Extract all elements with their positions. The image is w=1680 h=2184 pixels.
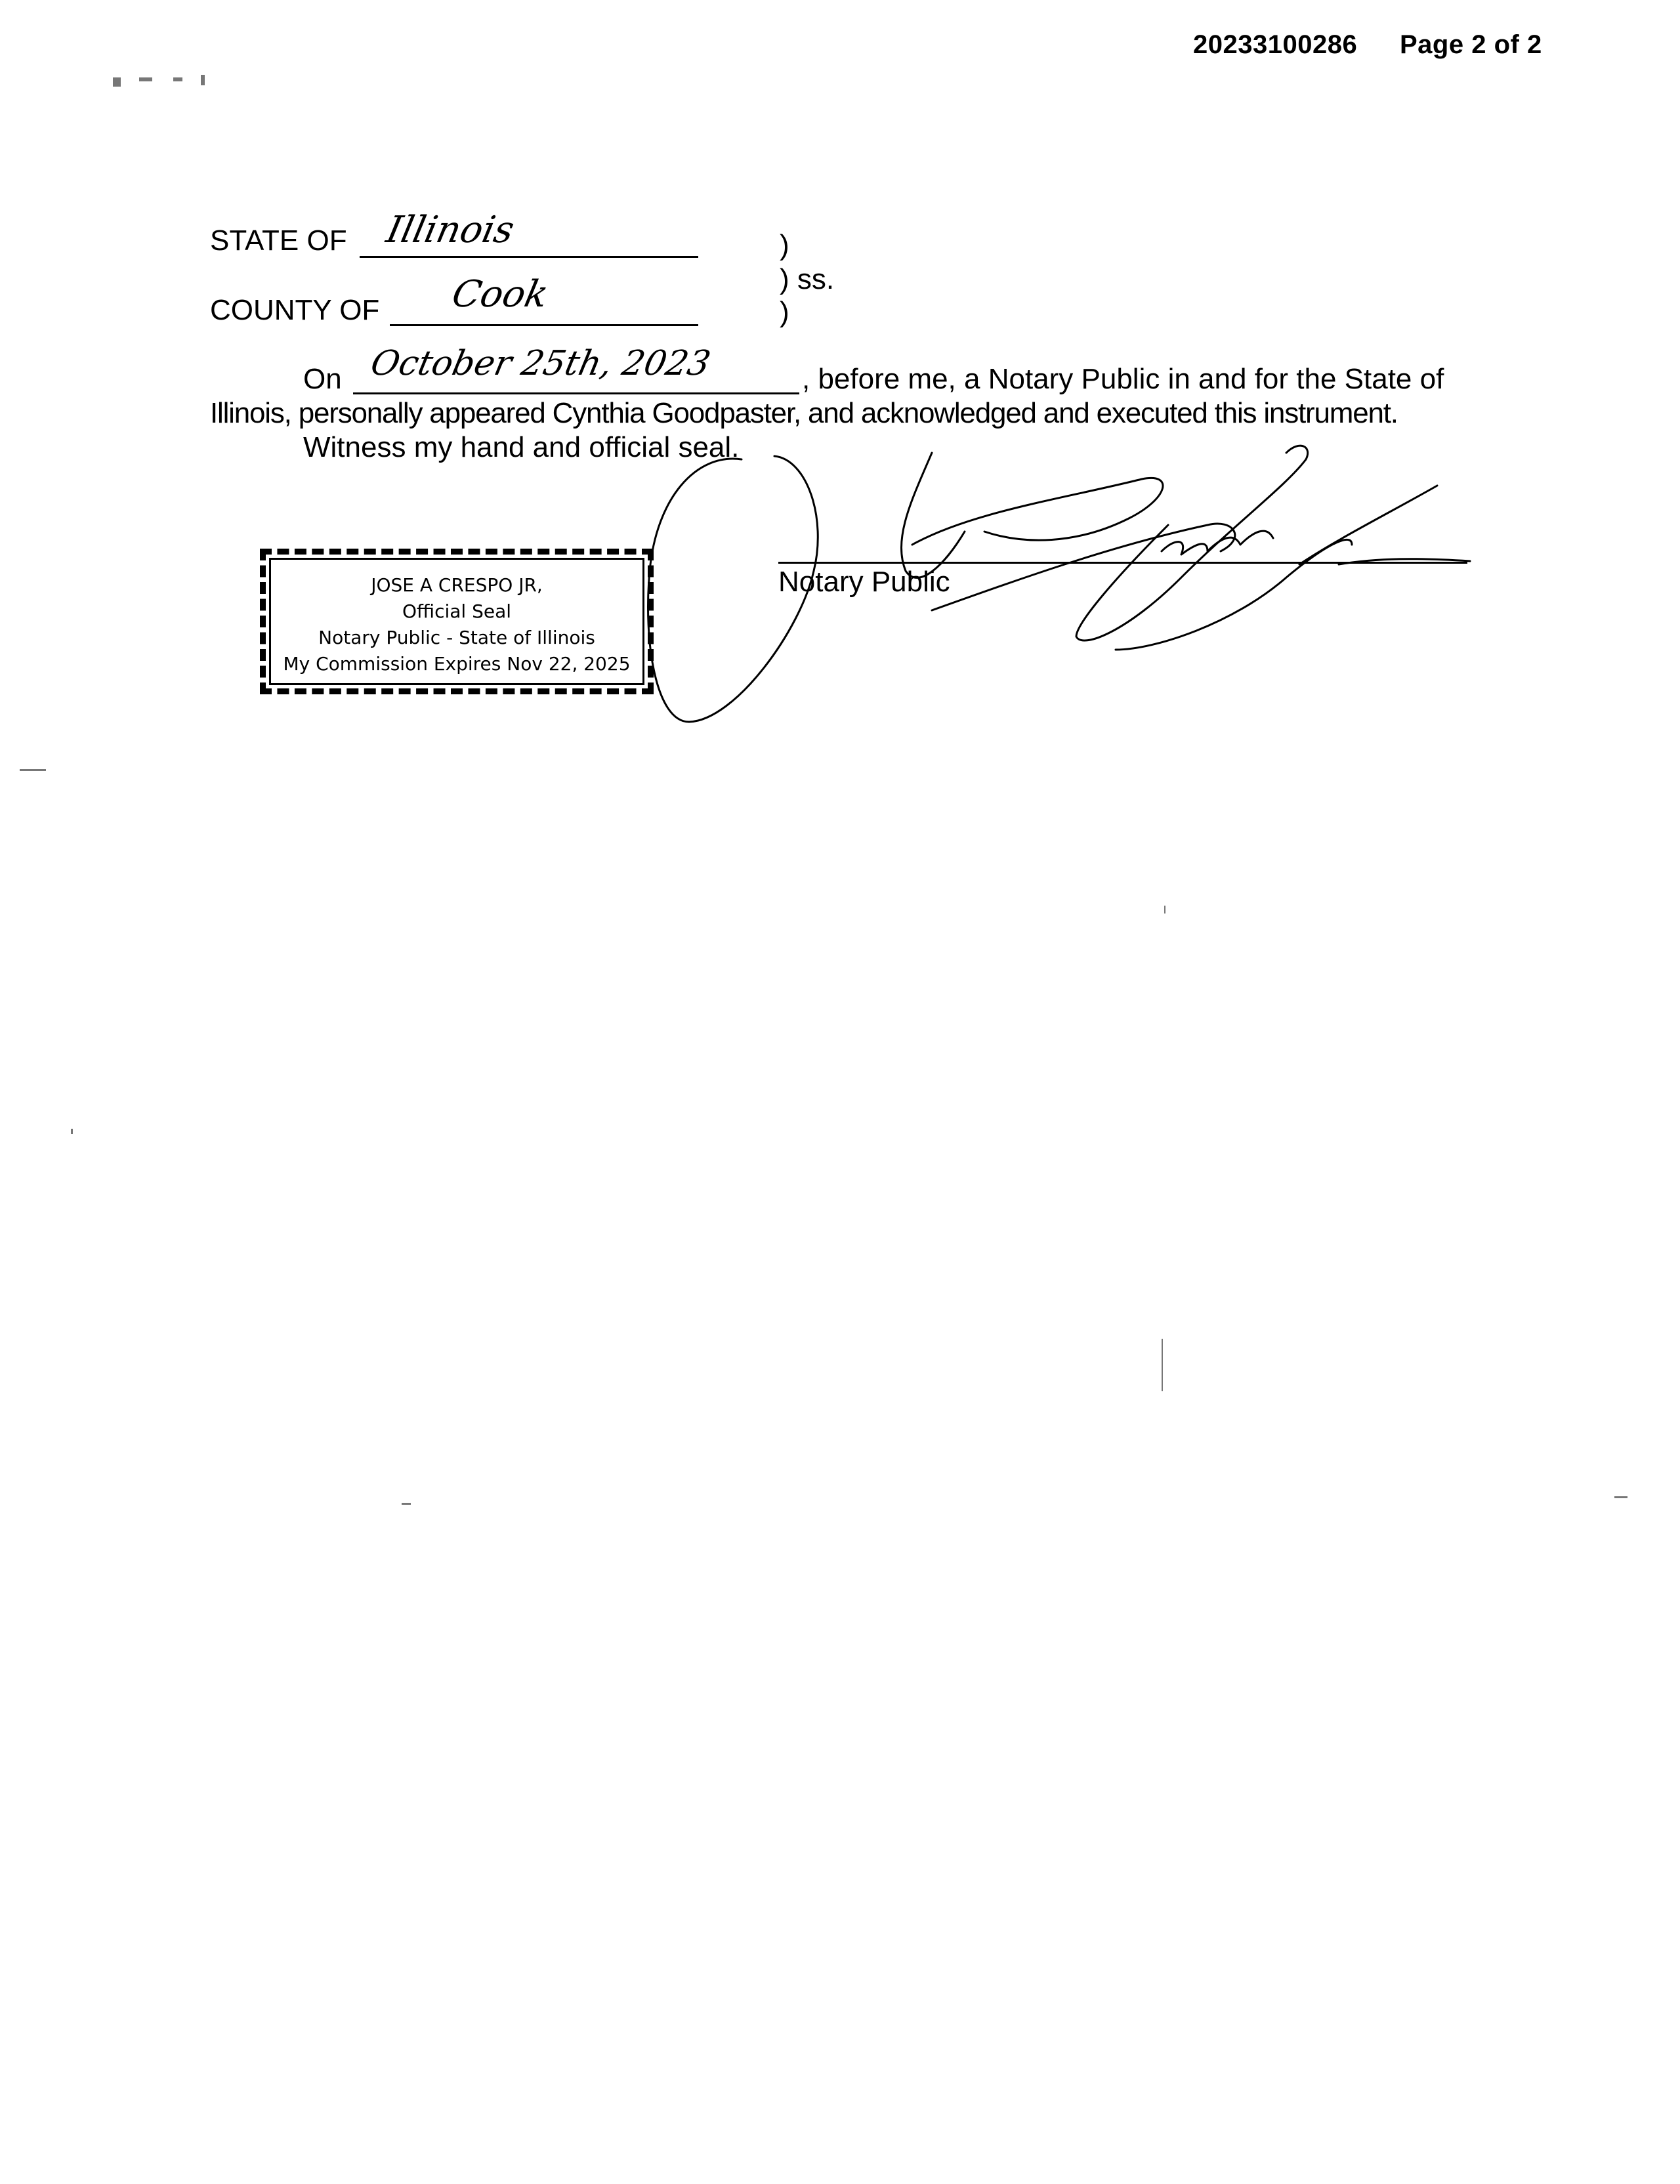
scan-speck (71, 1129, 73, 1134)
venue-paren-bottom: ) (780, 296, 789, 328)
venue-paren-top: ) (780, 229, 789, 261)
seal-jurisdiction: Notary Public - State of Illinois (318, 627, 595, 648)
seal-expiry: My Commission Expires Nov 22, 2025 (283, 653, 631, 675)
page-indicator: Page 2 of 2 (1400, 30, 1542, 59)
venue-paren-ss: ) ss. (780, 263, 835, 295)
scan-speck (173, 77, 182, 81)
county-handwritten-value: Cook (448, 273, 553, 316)
scan-speck (1614, 1496, 1628, 1498)
scan-speck (139, 77, 152, 81)
state-label: STATE OF (210, 224, 347, 257)
scan-speck (20, 769, 46, 771)
scan-speck (113, 77, 121, 87)
ack-line3: Witness my hand and official seal. (303, 431, 740, 463)
scan-speck (1162, 1339, 1163, 1391)
scan-speck (402, 1503, 411, 1505)
notary-public-label: Notary Public (778, 566, 950, 598)
on-label: On (303, 363, 342, 395)
county-label: COUNTY OF (210, 294, 380, 326)
scan-speck (201, 75, 205, 85)
seal-title: Official Seal (402, 600, 512, 622)
document-number: 20233100286 (1193, 30, 1358, 59)
ack-line1-rest: , before me, a Notary Public in and for the State of (802, 363, 1444, 395)
seal-name: JOSE A CRESPO JR, (371, 574, 543, 596)
ack-line2: Illinois, personally appeared Cynthia Goodpaster, and acknowledged and executed this instrument. (210, 397, 1398, 429)
date-handwritten-value: October 25th, 2023 (367, 344, 714, 383)
scan-speck (1164, 906, 1166, 914)
state-handwritten-value: Illinois (383, 209, 518, 251)
